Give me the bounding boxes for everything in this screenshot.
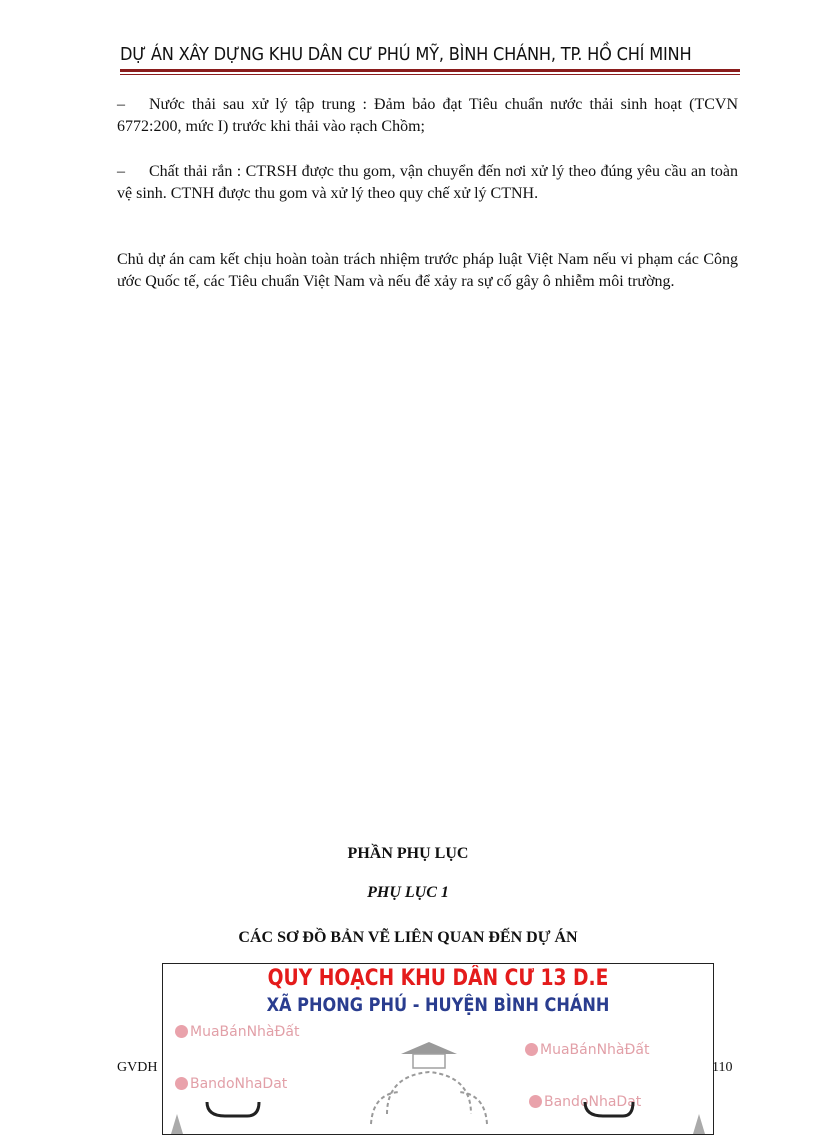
watermark-muaban-left: MuaBánNhàĐất xyxy=(175,1024,299,1040)
commitment-paragraph: Chủ dự án cam kết chịu hoàn toàn trách nhiệm trước pháp luật Việt Nam nếu vi phạm các Công ước Quốc tế, các Tiêu chuẩn Việt Nam và nếu để xảy ra sự cố gây ô nhiễm môi trường. xyxy=(117,251,738,290)
bullet-solid-waste xyxy=(117,161,738,205)
map-bracket-right xyxy=(585,1102,633,1116)
map-ring-road xyxy=(387,1072,471,1114)
map-bracket-left xyxy=(207,1102,259,1116)
appendix-subtitle: CÁC SƠ ĐỒ BẢN VẼ LIÊN QUAN ĐẾN DỰ ÁN xyxy=(238,929,578,946)
appendix-label: PHỤ LỤC 1 xyxy=(367,884,449,901)
map-dome-roof xyxy=(401,1042,457,1054)
bullet-wastewater xyxy=(117,94,738,138)
watermark-muaban-right: MuaBánNhàĐất xyxy=(525,1042,649,1058)
map-title-line2: XÃ PHONG PHÚ - HUYỆN BÌNH CHÁNH xyxy=(266,994,610,1016)
header-title: DỰ ÁN XÂY DỰNG KHU DÂN CƯ PHÚ MỸ, BÌNH CHÁNH, TP. HỒ CHÍ MINH xyxy=(120,44,692,65)
map-corner-right xyxy=(693,1114,705,1134)
watermark-bando-left: BandoNhaDat xyxy=(175,1076,287,1092)
bullet-text: Chất thải rắn : CTRSH được thu gom, vận chuyển đến nơi xử lý theo đúng yêu cầu an toàn vệ sinh. CTNH được thu gom và xử lý theo quy chế xử lý CTNH. xyxy=(117,163,738,202)
bullet-marker: – xyxy=(117,163,125,180)
map-drawing xyxy=(163,964,713,1134)
appendix-section-title: PHẦN PHỤ LỤC xyxy=(347,845,469,862)
header-rule-thick xyxy=(120,69,740,72)
map-title-line1: QUY HOẠCH KHU DÂN CƯ 13 D.E xyxy=(267,966,609,991)
watermark-bando-right: BandoNhaDat xyxy=(529,1094,641,1110)
page-number: 110 xyxy=(712,1060,733,1075)
map-ring-road-right xyxy=(459,1092,487,1124)
map-corner-left xyxy=(171,1114,183,1134)
bullet-text: Nước thải sau xử lý tập trung : Đảm bảo đạt Tiêu chuẩn nước thải sinh hoạt (TCVN 6772:200, mức I) trước khi thải vào rạch Chồm; xyxy=(117,96,738,135)
footer-left-text: GVDH xyxy=(117,1060,158,1075)
bullet-marker: – xyxy=(117,96,125,113)
header-rule-thin xyxy=(120,74,740,75)
map-ring-road-left xyxy=(371,1092,399,1124)
planning-map-image xyxy=(162,963,714,1135)
map-dome-base xyxy=(413,1054,445,1068)
